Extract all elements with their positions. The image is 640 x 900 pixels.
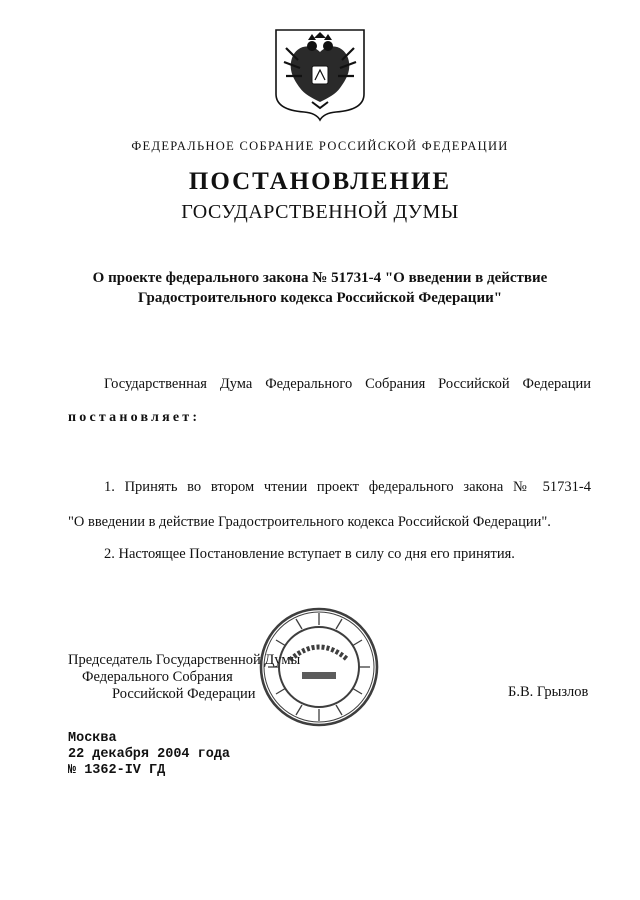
resolves-word: постановляет:	[68, 410, 201, 425]
resolution-item-1-line-1: 1. Принять во втором чтении проект федерального закона № 51731-4	[104, 479, 591, 495]
subject-line-2: Градостроительного кодекса Российской Федерации"	[137, 290, 503, 306]
issuer-heading: ГОСУДАРСТВЕННОЙ ДУМЫ	[181, 201, 459, 223]
signatory-name: Б.В. Грызлов	[508, 684, 589, 700]
russian-coat-of-arms-icon	[274, 28, 366, 122]
protocol-department-stamp	[258, 606, 380, 728]
preamble-text: Государственная Дума Федерального Собрания Российской Федерации	[104, 376, 591, 392]
document-type-title: ПОСТАНОВЛЕНИЕ	[188, 168, 452, 195]
assembly-heading: ФЕДЕРАЛЬНОЕ СОБРАНИЕ РОССИЙСКОЙ ФЕДЕРАЦИИ	[131, 139, 509, 153]
chairman-title-line-2: Федерального Собрания	[82, 669, 233, 685]
resolution-item-1-line-2: "О введении в действие Градостроительного кодекса Российской Федерации".	[68, 514, 551, 530]
adoption-date: 22 декабря 2004 года	[68, 747, 231, 762]
place-of-adoption: Москва	[68, 731, 117, 746]
resolution-number: № 1362-IV ГД	[68, 763, 166, 778]
chairman-title-line-3: Российской Федерации	[112, 686, 256, 702]
chairman-title-line-1: Председатель Государственной Думы	[68, 652, 301, 668]
subject-line-1: О проекте федерального закона № 51731-4 "О введении в действие	[92, 270, 548, 286]
resolution-item-2: 2. Настоящее Постановление вступает в силу со дня его принятия.	[104, 546, 515, 562]
